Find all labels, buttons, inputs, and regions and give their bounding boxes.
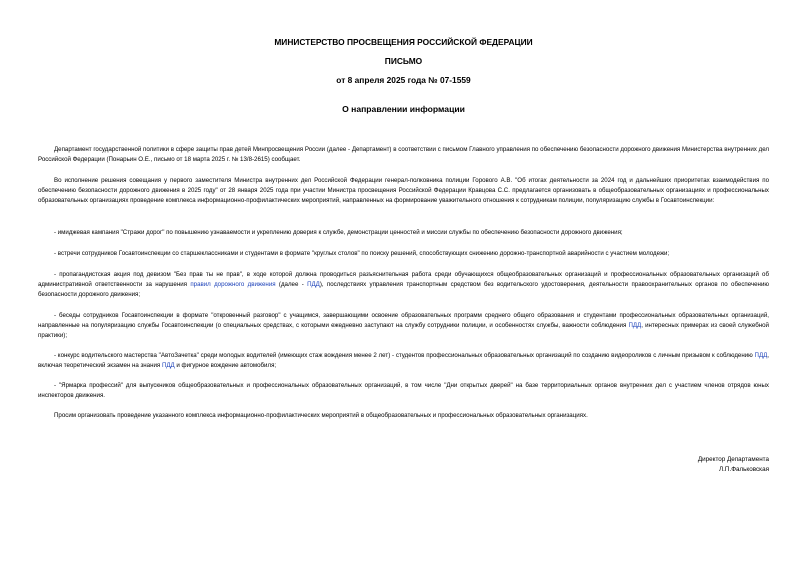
ministry-heading: МИНИСТЕРСТВО ПРОСВЕЩЕНИЯ РОССИЙСКОЙ ФЕДЕРАЦИИ: [274, 37, 533, 47]
bullet-3-block: [38, 270, 769, 300]
document-body: [38, 145, 769, 165]
bullet-4-block: [38, 311, 769, 341]
link-pdd[interactable]: ПДД: [307, 281, 320, 289]
paragraph-intro: Департамент государственной политики в сфере защиты прав детей Минпросвещения России (далее - Департамент) в соответствии с письмом Главного управления по обеспечению безопасности дорожного движения Министерства внутренних дел Российской Федерации (Понарьин О.Е., письмо от 18 марта 2025 г. № 13/8-2615) сообщает.: [38, 146, 769, 164]
signature-position: Директор Департамента: [697, 456, 769, 463]
link-pdd-3[interactable]: ПДД: [754, 352, 768, 359]
bullet-4-text-b: , интересных примерах из своей служебной практики);: [38, 322, 769, 340]
document-subject: О направлении информации: [342, 104, 465, 114]
bullet-4-text-a: - беседы сотрудников Госавтоинспекции в формате "откровенный разговор" с учащимся, завершающими освоение образовательных программ среднего общего образования и студентами профессиональных образовательных организаций, направленные на популяризацию службы Госавтоинспекции (о специальных средствах, с которыми ежедневно заступают на службу сотрудники полиции, и особенностях службы, важности соблюдения: [38, 312, 769, 330]
document-type: ПИСЬМО: [384, 56, 423, 66]
bullet-5-text-c: и фигурное вождение автомобиля;: [176, 362, 277, 370]
bullet-5-text-a: - конкурс водительского мастерства "АвтоЗачетка" среди молодых водителей (имеющих стаж вождения менее 2 лет) - студентов профессиональных образовательных организаций по созданию видеороликов с личным призывом к соблюдению: [54, 352, 753, 359]
bullet-3-text-c: ), последствиях управления транспортным средством без водительского удостоверения, деятельности правоохранительных органов по обеспечению безопасности дорожного движения;: [38, 281, 769, 299]
bullet-3-text-a: - пропагандистская акция под девизом "Без прав ты не прав", в ходе которой должна проводиться разъяснительная работа среди обучающихся общеобразовательных организаций и профессиональных образовательных организаций об административной ответственности за нарушения: [38, 271, 769, 289]
link-traffic-rules[interactable]: правил дорожного движения: [190, 281, 276, 289]
signature-block: [698, 455, 769, 475]
bullet-item-2: - встречи сотрудников Госавтоинспекции со старшеклассниками и студентами в формате "круглых столов" по поиску решений, способствующих снижению дорожно-транспортной аварийности с участием молодежи;: [54, 250, 670, 257]
final-paragraph-block: [38, 411, 769, 421]
bullet-item-1: - имиджевая кампания "Стражи дорог" по повышению узнаваемости и укреплению доверия к службе, демонстрации ценностей и миссии службы по обеспечению безопасности дорожного движения;: [54, 229, 623, 236]
link-pdd-2[interactable]: ПДД: [628, 322, 642, 330]
bullet-3-text-b: (далее -: [278, 281, 304, 289]
document-date-number: от 8 апреля 2025 года № 07-1559: [336, 75, 471, 85]
bullet-item-5: [38, 351, 769, 371]
bullet-6-block: [38, 381, 769, 401]
bullet-2-block: [38, 249, 769, 259]
bullet-item-4: [38, 311, 769, 341]
paragraph-decision: Во исполнение решения совещания у первого заместителя Министра внутренних дел Российской Федерации генерал-полковника полиции Горового А.В. "Об итогах деятельности за 2024 год и дальнейших приоритетах взаимодействия по обеспечению безопасности дорожного движения в 2025 году" от 28 января 2025 года при участии Министра просвещения Российской Федерации Кравцова С.С. предлагается организовать в общеобразовательных организациях и профессиональных образовательных организациях проведение комплекса информационно-профилактических мероприятий, направленных на формирование уважительного отношения к сотрудникам полиции, популяризацию службы в Госавтоинспекции:: [38, 177, 769, 205]
link-pdd-4[interactable]: ПДД: [161, 362, 175, 370]
bullet-5-text-b: , включая теоретический экзамен на знания: [38, 352, 769, 370]
bullet-item-6: - "Ярмарка профессий" для выпускников общеобразовательных и профессиональных образовательных организаций, в том числе "Дни открытых дверей" на базе территориальных органов внутренних дел с участием членов отрядов юных инспекторов движения.: [38, 382, 769, 400]
signature-name: Л.П.Фальковская: [719, 466, 769, 473]
bullet-5-block: [38, 351, 769, 371]
document-body-2: [38, 176, 769, 206]
paragraph-request: Просим организовать проведение указанного комплекса информационно-профилактических мероприятий в общеобразовательных и профессиональных образовательных организациях.: [54, 412, 588, 419]
bullet-1-block: [38, 228, 769, 238]
bullet-item-3: [38, 270, 769, 300]
